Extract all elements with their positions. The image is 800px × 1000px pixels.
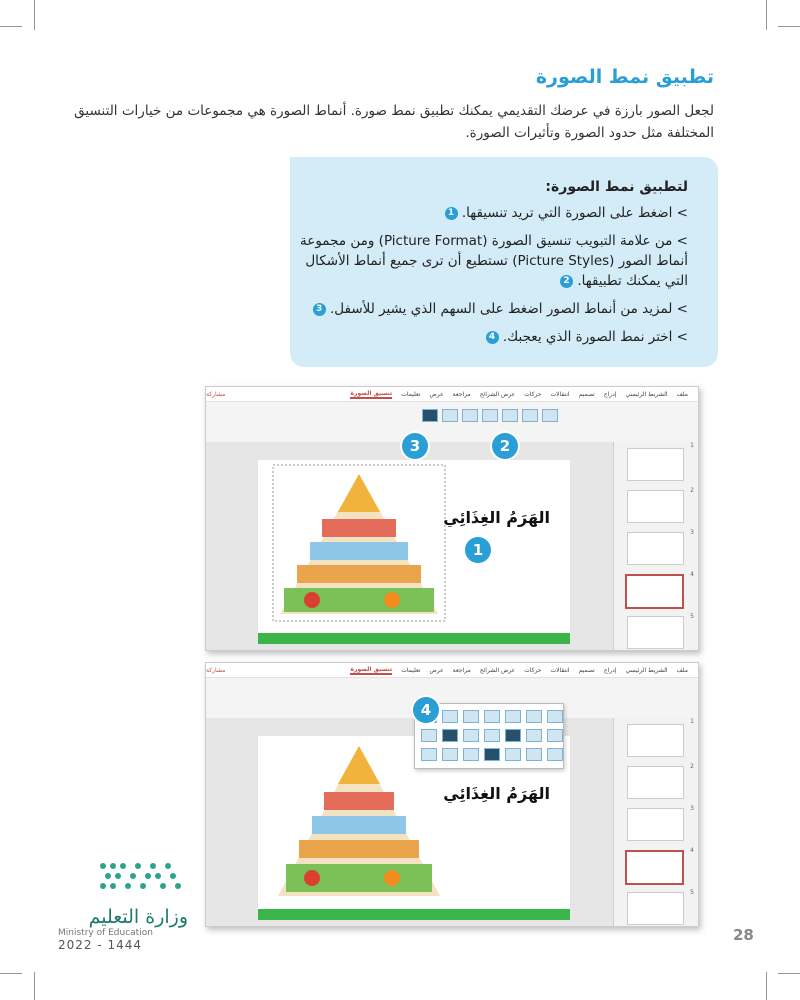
editor-area <box>206 442 698 650</box>
tab-picture-format[interactable]: تنسيق الصورة <box>350 665 393 673</box>
slide-thumbnail[interactable] <box>627 616 684 649</box>
picture-style-thumb[interactable] <box>547 710 563 723</box>
steps-box <box>290 157 718 367</box>
tab-slideshow[interactable]: عرض الشرائح <box>479 666 516 674</box>
slide-green-bar <box>258 909 570 920</box>
picture-style-thumb[interactable] <box>421 729 437 742</box>
slide-thumbnail[interactable] <box>627 724 684 757</box>
slide-thumbnail[interactable] <box>627 766 684 799</box>
crop-mark <box>766 972 767 1000</box>
picture-style-thumb[interactable] <box>526 710 542 723</box>
picture-styles-gallery <box>422 409 558 422</box>
tab-home[interactable]: الشريط الرئيسي <box>625 390 668 398</box>
tab-review[interactable]: مراجعة <box>452 390 471 398</box>
page-number: 28 <box>733 926 754 944</box>
slide-thumbnail-selected[interactable] <box>625 850 684 885</box>
slide-thumbnail[interactable] <box>627 490 684 523</box>
tab-design[interactable]: تصميم <box>578 666 595 674</box>
picture-style-thumb[interactable] <box>442 710 458 723</box>
section-heading: تطبيق نمط الصورة <box>535 66 714 88</box>
crop-mark <box>34 0 35 30</box>
slide-thumbnails-pane: 1 2 3 4 5 <box>613 442 698 650</box>
crop-mark <box>778 973 800 974</box>
slide-thumbnail[interactable] <box>627 532 684 565</box>
slide-thumbnail[interactable] <box>627 808 684 841</box>
step-3: > لمزيد من أنماط الصور اضغط على السهم الذي يشير للأسفل. 3 <box>298 299 688 319</box>
crop-mark <box>778 26 800 27</box>
tab-view[interactable]: عرض <box>429 666 444 674</box>
picture-style-thumb[interactable] <box>421 748 437 761</box>
step-number: 4 <box>486 331 499 344</box>
picture-style-thumb[interactable] <box>502 409 518 422</box>
picture-style-thumb[interactable] <box>526 748 542 761</box>
picture-style-thumb[interactable] <box>463 748 479 761</box>
picture-style-thumb[interactable] <box>442 729 458 742</box>
tab-file[interactable]: ملف <box>676 666 688 674</box>
step-number: 3 <box>313 303 326 316</box>
tab-review[interactable]: مراجعة <box>452 666 471 674</box>
picture-style-thumb[interactable] <box>442 409 458 422</box>
slide-thumbnail-selected[interactable] <box>625 574 684 609</box>
crop-mark <box>766 0 767 30</box>
tab-file[interactable]: ملف <box>676 390 688 398</box>
slide-green-bar <box>258 633 570 644</box>
slide-thumbnail[interactable] <box>627 448 684 481</box>
powerpoint-screenshot-2 <box>205 662 699 927</box>
ministry-logo-dots-icon <box>58 858 188 898</box>
picture-style-thumb[interactable] <box>463 710 479 723</box>
powerpoint-screenshot-1 <box>205 386 699 651</box>
tab-insert[interactable]: إدراج <box>603 390 617 398</box>
picture-style-thumb[interactable] <box>463 729 479 742</box>
tab-view[interactable]: عرض <box>429 390 444 398</box>
tab-picture-format[interactable]: تنسيق الصورة <box>350 389 393 397</box>
picture-style-thumb[interactable] <box>547 729 563 742</box>
steps-heading: لتطبيق نمط الصورة: <box>545 179 688 195</box>
tab-transitions[interactable]: انتقالات <box>550 390 570 398</box>
picture-style-thumb[interactable] <box>484 729 500 742</box>
share-button[interactable]: مشاركة <box>206 390 226 398</box>
tab-help[interactable]: تعليمات <box>401 666 421 674</box>
ministry-logo <box>58 858 188 952</box>
tab-transitions[interactable]: انتقالات <box>550 666 570 674</box>
picture-style-thumb[interactable] <box>442 748 458 761</box>
picture-style-thumb[interactable] <box>482 409 498 422</box>
step-number: 1 <box>445 207 458 220</box>
step-4: > اختر نمط الصورة الذي يعجبك. 4 <box>298 327 688 347</box>
picture-style-thumb[interactable] <box>522 409 538 422</box>
tab-slideshow[interactable]: عرض الشرائح <box>479 390 516 398</box>
academic-year: 2022 - 1444 <box>58 938 143 952</box>
slide-title: الهَرَمُ الغِذَائِي <box>443 508 550 527</box>
callout-3: 3 <box>402 433 428 459</box>
picture-style-thumb[interactable] <box>526 729 542 742</box>
tab-animations[interactable]: حركات <box>524 666 542 674</box>
ribbon-tabs <box>206 663 698 678</box>
tab-home[interactable]: الشريط الرئيسي <box>625 666 668 674</box>
crop-mark <box>34 972 35 1000</box>
slide-thumbnails-pane: 1 2 3 4 5 <box>613 718 698 926</box>
step-2: > من علامة التبويب تنسيق الصورة (Picture Format) ومن مجموعة أنماط الصور (Picture Styles) تستطيع أن ترى جميع أنماط الأشكال التي يمكنك تطبيقها. 2 <box>300 233 688 289</box>
ministry-name-arabic: وزارة التعليم <box>88 906 188 928</box>
tab-design[interactable]: تصميم <box>578 390 595 398</box>
callout-2: 2 <box>492 433 518 459</box>
ribbon <box>206 402 698 443</box>
callout-4: 4 <box>413 697 439 723</box>
picture-style-thumb[interactable] <box>505 710 521 723</box>
tab-help[interactable]: تعليمات <box>401 390 421 398</box>
slide-canvas <box>258 460 570 644</box>
picture-style-thumb[interactable] <box>505 748 521 761</box>
picture-style-thumb[interactable] <box>547 748 563 761</box>
picture-style-thumb[interactable] <box>484 710 500 723</box>
picture-style-thumb[interactable] <box>505 729 521 742</box>
picture-style-thumb[interactable] <box>484 748 500 761</box>
step-1: > اضغط على الصورة التي تريد تنسيقها. 1 <box>298 203 688 223</box>
picture-style-thumb[interactable] <box>462 409 478 422</box>
share-button[interactable]: مشاركة <box>206 666 226 674</box>
food-pyramid-image[interactable] <box>272 464 447 624</box>
intro-paragraph: لجعل الصور بارزة في عرضك التقديمي يمكنك تطبيق نمط صورة. أنماط الصورة هي مجموعات من خيارات التنسيق المختلفة مثل حدود الصورة وتأثيرات الصورة. <box>74 103 714 141</box>
ministry-name-english: Ministry of Education <box>58 928 153 938</box>
tab-insert[interactable]: إدراج <box>603 666 617 674</box>
ribbon-tabs <box>206 387 698 402</box>
picture-style-thumb[interactable] <box>422 409 438 422</box>
slide-title: الهَرَمُ الغِذَائِي <box>443 784 550 803</box>
slide-thumbnail[interactable] <box>627 892 684 925</box>
callout-1: 1 <box>465 537 491 563</box>
step-number: 2 <box>560 275 573 288</box>
tab-animations[interactable]: حركات <box>524 390 542 398</box>
crop-mark <box>0 26 22 27</box>
picture-style-thumb[interactable] <box>542 409 558 422</box>
crop-mark <box>0 973 22 974</box>
